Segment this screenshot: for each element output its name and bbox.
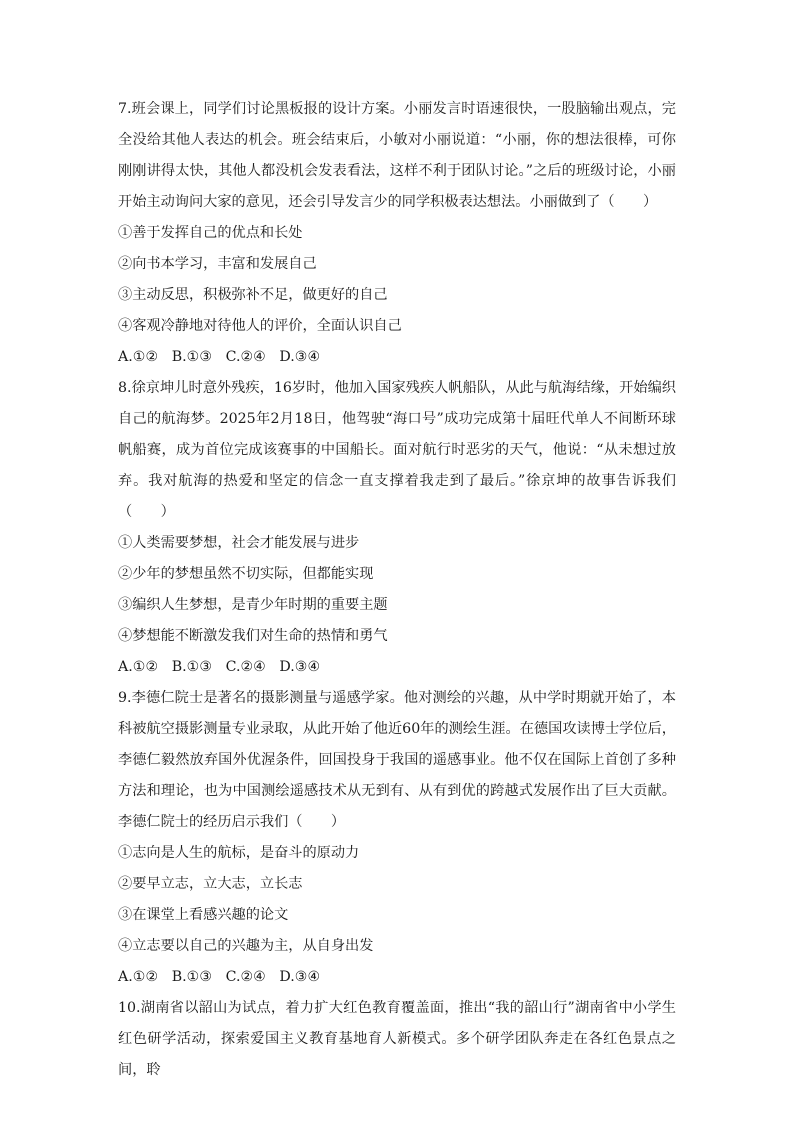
answer-choices	[118, 962, 676, 993]
answer-choice-a: A.①②	[118, 969, 159, 985]
question-10	[118, 993, 676, 1086]
option-item: ③在课堂上看感兴趣的论文	[118, 907, 289, 923]
option-item: ③编织人生梦想，是青少年时期的重要主题	[118, 597, 388, 613]
option-item: ②向书本学习，丰富和发展自己	[118, 256, 317, 272]
answer-choice-b: B.①③	[171, 659, 213, 675]
option-item: ④立志要以自己的兴趣为主，从自身出发	[118, 938, 374, 954]
question-8	[118, 373, 676, 683]
option-item: ①志向是人生的航标，是奋斗的原动力	[118, 845, 360, 861]
answer-choice-d: D.③④	[279, 349, 321, 365]
option-item: ④梦想能不断激发我们对生命的热情和勇气	[118, 628, 388, 644]
question-stem: 7.班会课上，同学们讨论黑板报的设计方案。小丽发言时语速很快，一股脑输出观点，完全没给其他人表达的机会。班会结束后，小敏对小丽说道：“小丽，你的想法很棒，可你刚刚讲得太快，其他人都没机会发表看法，这样不利于团队讨论。”之后的班级讨论，小丽开始主动询问大家的意见，还会引导发言少的同学积极表达想法。小丽做到了（ ）	[118, 101, 676, 210]
answer-choice-c: C.②④	[225, 659, 266, 675]
answer-choice-a: A.①②	[118, 349, 159, 365]
answer-choice-a: A.①②	[118, 659, 159, 675]
answer-choice-b: B.①③	[171, 969, 213, 985]
answer-choices	[118, 652, 676, 683]
question-9	[118, 683, 676, 993]
answer-choice-d: D.③④	[279, 969, 321, 985]
question-stem: 8.徐京坤儿时意外残疾，16岁时，他加入国家残疾人帆船队，从此与航海结缘，开始编织自己的航海梦。2025年2月18日，他驾驶“海口号”成功完成第十届旺代单人不间断环球帆船赛，成为首位完成该赛事的中国船长。面对航行时恶劣的天气，他说：“从未想过放弃。我对航海的热爱和坚定的信念一直支撑着我走到了最后。”徐京坤的故事告诉我们（ ）	[118, 380, 676, 520]
question-stem: 9.李德仁院士是著名的摄影测量与遥感学家。他对测绘的兴趣，从中学时期就开始了，本科被航空摄影测量专业录取，从此开始了他近60年的测绘生涯。在德国攻读博士学位后，李德仁毅然放弃国外优渥条件，回国投身于我国的遥感事业。他不仅在国际上首创了多种方法和理论，也为中国测绘遥感技术从无到有、从有到优的跨越式发展作出了巨大贡献。李德仁院士的经历启示我们（ ）	[118, 690, 676, 830]
option-item: ③主动反思，积极弥补不足，做更好的自己	[118, 287, 388, 303]
option-item: ①善于发挥自己的优点和长处	[118, 225, 303, 241]
answer-choices	[118, 342, 676, 373]
document-page	[118, 94, 676, 1086]
question-7	[118, 94, 676, 373]
answer-choice-b: B.①③	[171, 349, 213, 365]
answer-choice-c: C.②④	[225, 969, 266, 985]
answer-choice-c: C.②④	[225, 349, 266, 365]
option-item: ②要早立志，立大志，立长志	[118, 876, 303, 892]
answer-choice-d: D.③④	[279, 659, 321, 675]
option-item: ②少年的梦想虽然不切实际，但都能实现	[118, 566, 374, 582]
option-item: ①人类需要梦想，社会才能发展与进步	[118, 535, 360, 551]
option-item: ④客观冷静地对待他人的评价，全面认识自己	[118, 318, 402, 334]
question-stem: 10.湖南省以韶山为试点，着力扩大红色教育覆盖面，推出“我的韶山行”湖南省中小学生红色研学活动，探索爱国主义教育基地育人新模式。多个研学团队奔走在各红色景点之间，聆	[118, 1000, 676, 1078]
